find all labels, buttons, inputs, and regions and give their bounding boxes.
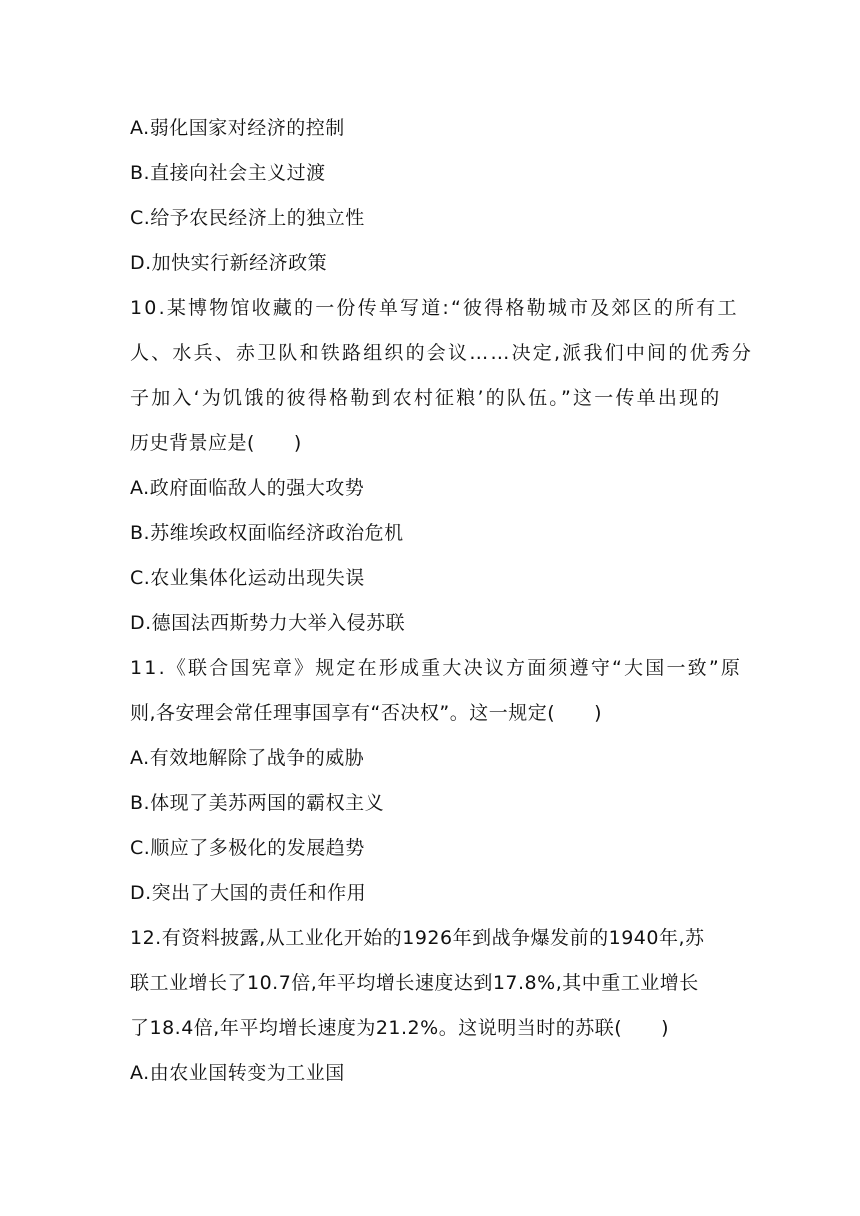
q9-option-a: A.弱化国家对经济的控制	[130, 117, 345, 139]
q9-option-b: B.直接向社会主义过渡	[130, 162, 326, 184]
q10-stem-line-2: 人、水兵、赤卫队和铁路组织的会议……决定,派我们中间的优秀分	[130, 342, 754, 364]
q10-option-c: C.农业集体化运动出现失误	[130, 567, 365, 589]
q10-stem-line-4: 历史背景应是( )	[130, 432, 302, 454]
q12-stem-line-2: 联工业增长了10.7倍,年平均增长速度达到17.8%,其中重工业增长	[130, 972, 699, 994]
q11-stem-line-2: 则,各安理会常任理事国享有“否决权”。这一规定( )	[130, 702, 603, 724]
q11-option-b: B.体现了美苏两国的霸权主义	[130, 792, 385, 814]
q9-option-c: C.给予农民经济上的独立性	[130, 207, 365, 229]
q12-option-a: A.由农业国转变为工业国	[130, 1062, 345, 1084]
q10-stem-line-3: 子加入‘为饥饿的彼得格勒到农村征粮’的队伍。”这一传单出现的	[130, 387, 722, 409]
q10-stem-line-1: 10.某博物馆收藏的一份传单写道:“彼得格勒城市及郊区的所有工	[130, 297, 739, 319]
q10-option-d: D.德国法西斯势力大举入侵苏联	[130, 612, 406, 634]
q11-stem-line-1: 11.《联合国宪章》规定在形成重大决议方面须遵守“大国一致”原	[130, 657, 743, 679]
q11-option-d: D.突出了大国的责任和作用	[130, 882, 367, 904]
q11-option-a: A.有效地解除了战争的威胁	[130, 747, 365, 769]
q12-stem-line-1: 12.有资料披露,从工业化开始的1926年到战争爆发前的1940年,苏	[130, 927, 705, 949]
q12-stem-line-3: 了18.4倍,年平均增长速度为21.2%。这说明当时的苏联( )	[130, 1017, 670, 1039]
q9-option-d: D.加快实行新经济政策	[130, 252, 328, 274]
q10-option-a: A.政府面临敌人的强大攻势	[130, 477, 365, 499]
q10-option-b: B.苏维埃政权面临经济政治危机	[130, 522, 404, 544]
q11-option-c: C.顺应了多极化的发展趋势	[130, 837, 365, 859]
